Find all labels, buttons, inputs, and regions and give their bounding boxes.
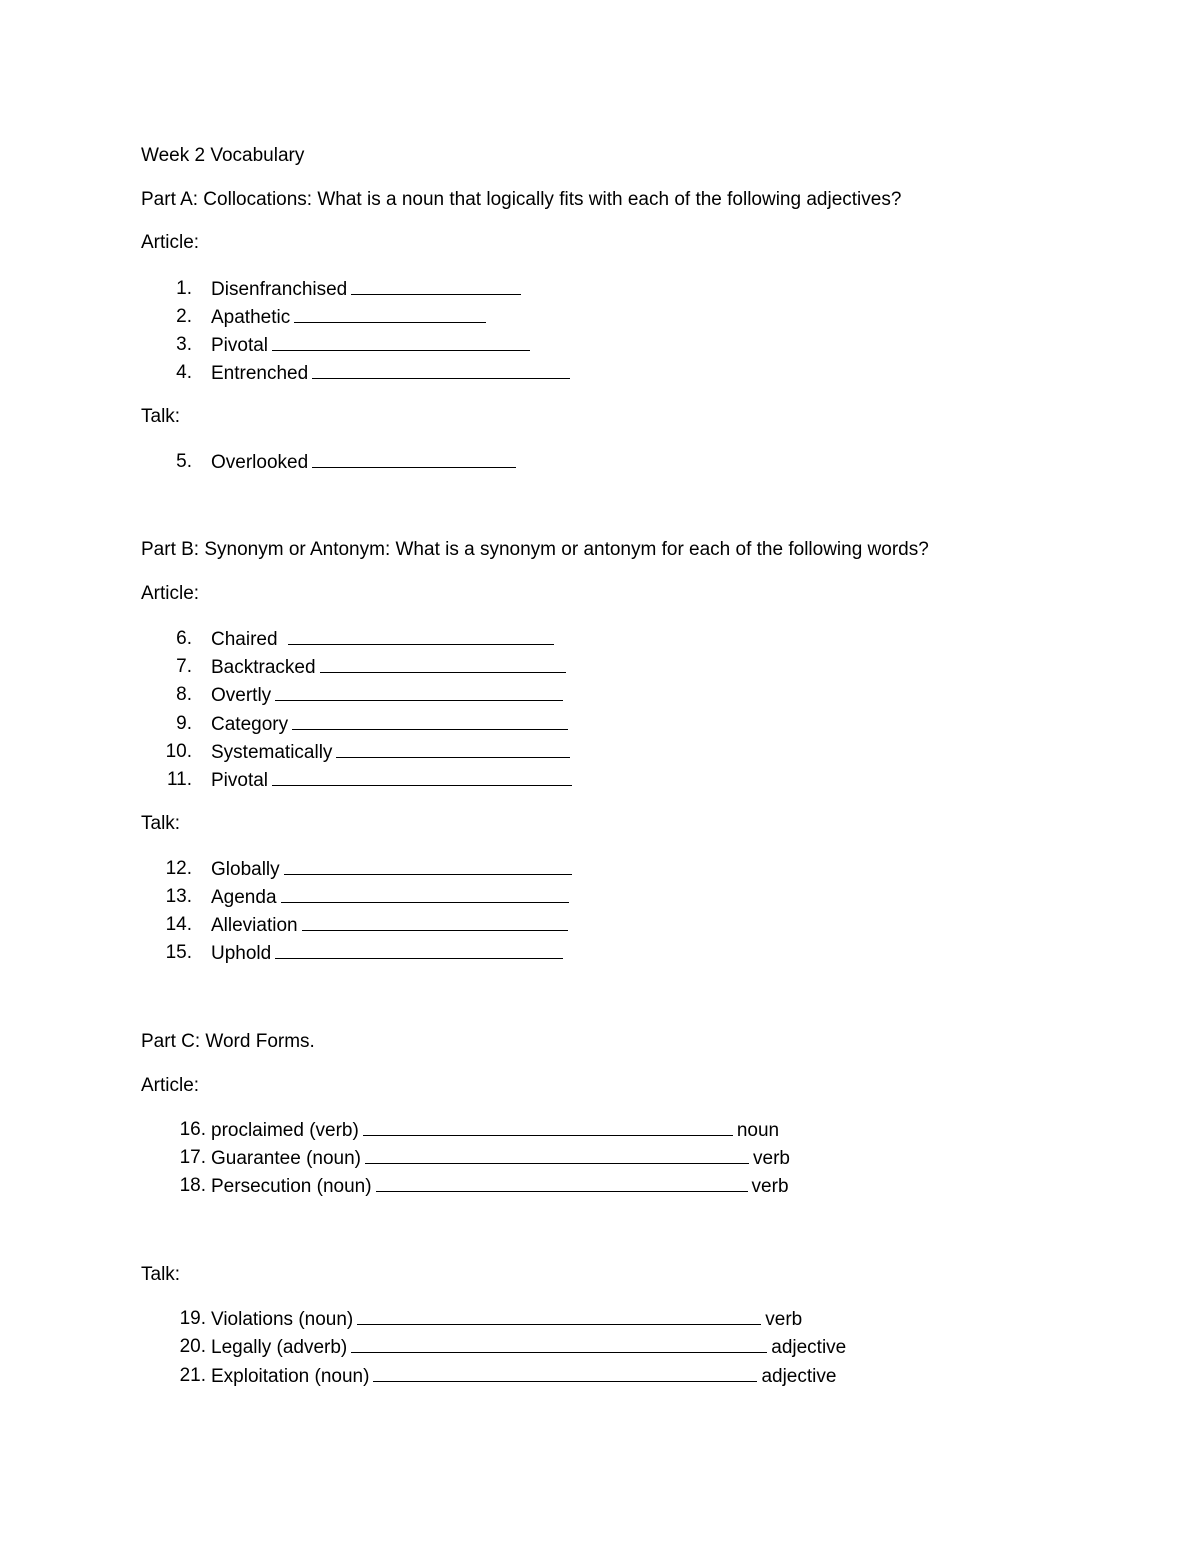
item-number: 11. <box>166 769 192 790</box>
target-form: adjective <box>771 1337 847 1358</box>
list-item <box>211 451 520 474</box>
item-number: 21. <box>179 1365 206 1386</box>
part-c-article-label: Article: <box>141 1075 200 1096</box>
answer-blank[interactable] <box>336 741 570 758</box>
item-number: 4. <box>176 362 192 383</box>
item-word: Backtracked <box>211 657 316 678</box>
list-item <box>211 914 572 937</box>
item-word: Exploitation (noun) <box>211 1366 370 1387</box>
item-number: 19. <box>179 1308 206 1329</box>
item-word: Guarantee (noun) <box>211 1148 361 1169</box>
answer-blank[interactable] <box>376 1175 748 1192</box>
list-item <box>211 334 534 357</box>
item-number: 20. <box>179 1336 206 1357</box>
item-number: 2. <box>176 306 192 327</box>
item-word: Disenfranchised <box>211 279 348 300</box>
answer-blank[interactable] <box>351 278 521 295</box>
answer-blank[interactable] <box>363 1119 733 1136</box>
item-number: 1. <box>176 278 192 299</box>
item-word: Entrenched <box>211 363 309 384</box>
list-item <box>211 942 567 965</box>
answer-blank[interactable] <box>272 334 530 351</box>
part-b-article-label: Article: <box>141 583 200 604</box>
list-item <box>211 278 525 301</box>
target-form: verb <box>751 1176 789 1197</box>
list-item <box>211 628 558 651</box>
answer-blank[interactable] <box>292 713 568 730</box>
answer-blank[interactable] <box>373 1365 757 1382</box>
item-number: 9. <box>176 713 192 734</box>
item-word: Pivotal <box>211 335 269 356</box>
list-item <box>211 1308 802 1331</box>
item-number: 6. <box>176 628 192 649</box>
answer-blank[interactable] <box>320 656 566 673</box>
answer-blank[interactable] <box>302 914 568 931</box>
list-item <box>211 656 570 679</box>
item-word: Persecution (noun) <box>211 1176 372 1197</box>
part-b-talk-label: Talk: <box>141 813 181 834</box>
item-word: Agenda <box>211 887 277 908</box>
list-item <box>211 306 490 329</box>
item-number: 16. <box>179 1119 206 1140</box>
target-form: verb <box>765 1309 803 1330</box>
item-word: Violations (noun) <box>211 1309 354 1330</box>
item-word: Systematically <box>211 742 333 763</box>
item-word: Overlooked <box>211 452 309 473</box>
list-item <box>211 1365 836 1388</box>
item-number: 3. <box>176 334 192 355</box>
list-item <box>211 684 567 707</box>
item-number: 14. <box>165 914 192 935</box>
item-number: 15. <box>165 942 192 963</box>
list-item <box>211 1147 790 1170</box>
answer-blank[interactable] <box>351 1336 767 1353</box>
answer-blank[interactable] <box>294 306 486 323</box>
item-number: 17. <box>179 1147 206 1168</box>
item-word: Globally <box>211 859 280 880</box>
item-word: Pivotal <box>211 770 269 791</box>
target-form: verb <box>753 1148 790 1169</box>
list-item <box>211 1119 779 1142</box>
item-number: 18. <box>179 1175 206 1196</box>
item-word: Legally (adverb) <box>211 1337 348 1358</box>
part-a-article-label: Article: <box>141 232 200 253</box>
list-item <box>211 769 576 792</box>
part-c-heading: Part C: Word Forms. <box>141 1031 315 1052</box>
item-word: Overtly <box>211 685 272 706</box>
target-form: adjective <box>761 1366 837 1387</box>
item-number: 13. <box>165 886 192 907</box>
part-a-heading: Part A: Collocations: What is a noun that logically fits with each of the following adjectives? <box>141 189 902 210</box>
answer-blank[interactable] <box>312 451 516 468</box>
list-item <box>211 1175 789 1198</box>
answer-blank[interactable] <box>312 362 570 379</box>
item-word: Alleviation <box>211 915 298 936</box>
list-item <box>211 886 573 909</box>
item-word: Category <box>211 714 289 735</box>
item-number: 7. <box>176 656 192 677</box>
answer-blank[interactable] <box>288 628 554 645</box>
list-item <box>211 741 574 764</box>
target-form: noun <box>736 1120 780 1141</box>
item-word: Chaired <box>211 629 278 650</box>
item-word: Apathetic <box>211 307 291 328</box>
item-word: Uphold <box>211 943 272 964</box>
list-item <box>211 858 576 881</box>
item-number: 8. <box>176 684 192 705</box>
page-title: Week 2 Vocabulary <box>141 145 305 166</box>
part-b-heading: Part B: Synonym or Antonym: What is a synonym or antonym for each of the following words? <box>141 539 929 560</box>
answer-blank[interactable] <box>365 1147 749 1164</box>
answer-blank[interactable] <box>275 684 563 701</box>
answer-blank[interactable] <box>357 1308 761 1325</box>
item-word: proclaimed (verb) <box>211 1120 359 1141</box>
item-number: 10. <box>165 741 192 762</box>
part-a-talk-label: Talk: <box>141 406 181 427</box>
answer-blank[interactable] <box>275 942 563 959</box>
list-item <box>211 1336 846 1359</box>
list-item <box>211 362 574 385</box>
item-number: 5. <box>176 451 192 472</box>
answer-blank[interactable] <box>284 858 572 875</box>
part-c-talk-label: Talk: <box>141 1264 181 1285</box>
answer-blank[interactable] <box>281 886 569 903</box>
item-number: 12. <box>165 858 192 879</box>
list-item <box>211 713 572 736</box>
answer-blank[interactable] <box>272 769 572 786</box>
